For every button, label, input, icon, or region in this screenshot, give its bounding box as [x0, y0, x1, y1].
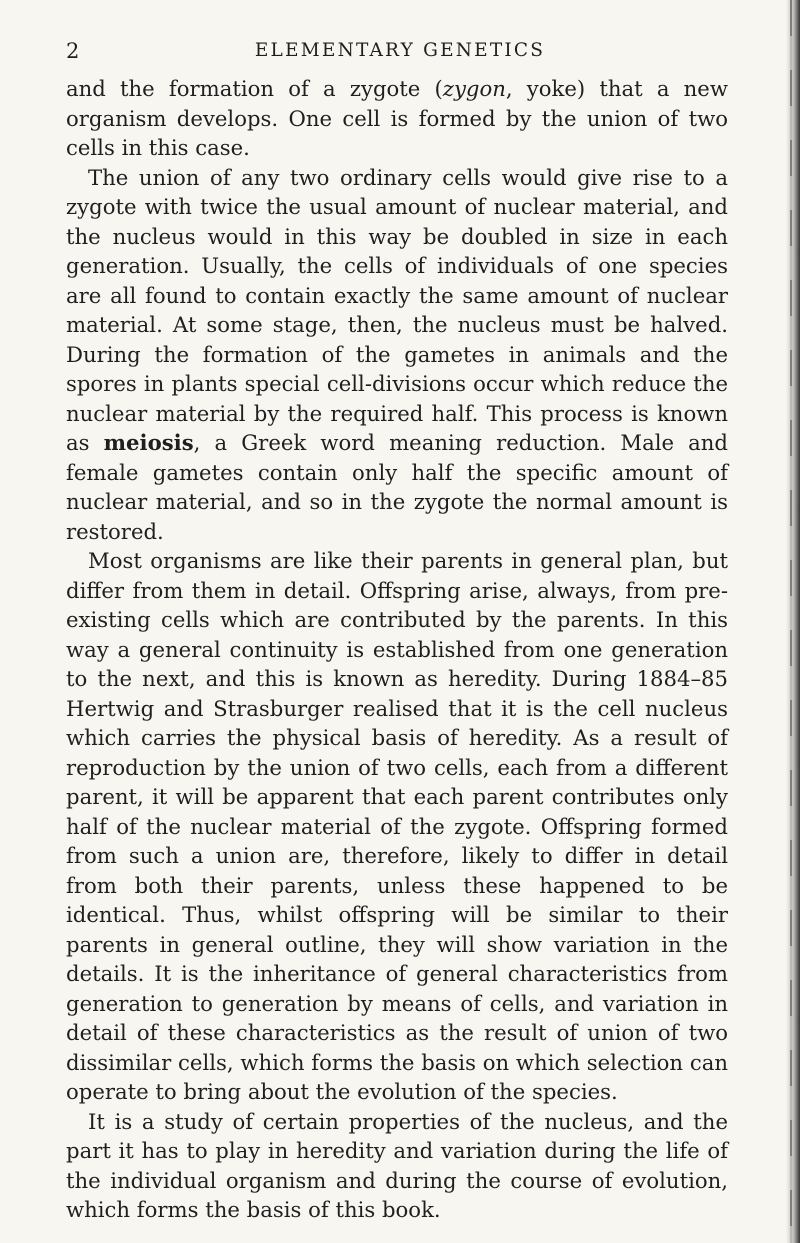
term-zygote: zygote — [349, 76, 421, 101]
paragraph-2-text-2: , a Greek word meaning reduction. Male and female gametes contain only half the specific amount of nuclear material, and so in the zygote the normal amount is restored. — [66, 430, 728, 544]
paragraph-1 — [66, 74, 728, 163]
term-meiosis: meiosis — [103, 430, 194, 455]
paragraph-2-text-1: The union of any two ordinary cells would give rise to a zygote with twice the usual amount of nuclear material, and the nucleus would in this way be doubled in size in each generation. Usually, the cells of individuals of one species are all found to contain exactly the same amount of nuclear material. At some stage, then, the nucleus must be halved. During the formation of the gametes in animals and the spores in plants special cell-divisions occur which reduce the nuclear material by the required half. This process is known as — [66, 164, 728, 455]
book-title: ELEMENTARY GENETICS — [254, 40, 546, 61]
paragraph-1-text-1: and the formation of a — [66, 76, 350, 101]
term-zygon: zygon — [442, 76, 506, 101]
running-head — [66, 36, 734, 66]
paragraph-1-text-2: ( — [420, 76, 443, 101]
page-number: 2 — [66, 39, 80, 63]
paragraph-4 — [66, 1107, 728, 1225]
body-text — [66, 74, 728, 1225]
paragraph-4-text: It is a study of certain properties of the nucleus, and the part it has to play in heredity and variation during the life of the individual organism and during the course of evolution, which forms the basis of this book. — [66, 1108, 728, 1222]
paragraph-1-text-3: , yoke) that a new organism develops. One cell is formed by the union of two cells in this case. — [66, 76, 728, 160]
paragraph-3-text: Most organisms are like their parents in general plan, but differ from them in detail. Offspring arise, always, from pre-existing cells which are contributed by the parents. In this way a general continuity is established from one generation to the next, and this is known as heredity. During 1884–85 Hertwig and Strasburger realised that it is the cell nucleus which carries the physical basis of heredity. As a result of reproduction by the union of two cells, each from a different parent, it will be apparent that each parent contributes only half of the nuclear material of the zygote. Offspring formed from such a union are, therefore, likely to differ in detail from both their parents, unless these happened to be identical. Thus, whilst offspring will be similar to their parents in general outline, they will show variation in the details. It is the inheritance of general characteristics from generation to generation by means of cells, and variation in detail of these characteristics as the result of union of two dissimilar cells, which forms the basis on which selection can operate to bring about the evolution of the species. — [66, 548, 728, 1104]
page-edge-shadow — [786, 0, 800, 1243]
paragraph-2 — [66, 163, 728, 547]
paragraph-3 — [66, 546, 728, 1107]
